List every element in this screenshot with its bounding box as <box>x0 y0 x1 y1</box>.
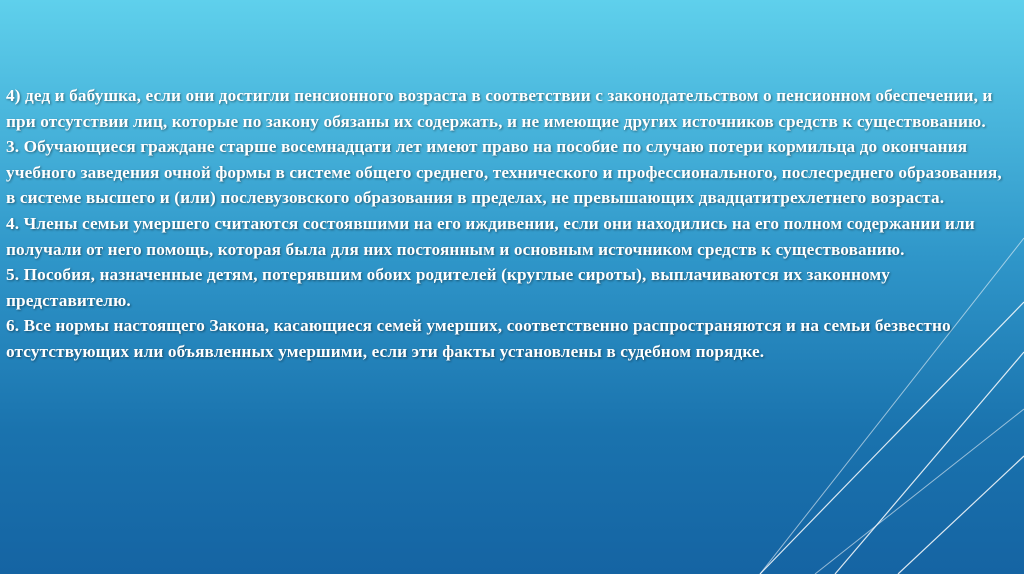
diagonal-line <box>898 456 1024 574</box>
paragraph: 5. Пособия, назначенные детям, потерявшим обоих родителей (круглые сироты), выплачиваются их законному представителю. <box>6 265 891 310</box>
paragraph: 4) дед и бабушка, если они достигли пенсионного возраста в соответствии с законодательством о пенсионном обеспечении, и при отсутствии лиц, которые по закону обязаны их содержать, и не имеющие других источников средств к существованию. <box>6 86 993 131</box>
paragraph: 4. Члены семьи умершего считаются состоявшими на его иждивении, если они находились на его полном содержании или получали от него помощь, которая была для них постоянным и основным источником средств к существованию. <box>6 213 975 259</box>
diagonal-line <box>835 352 1024 574</box>
paragraph: 6. Все нормы настоящего Закона, касающиеся семей умерших, соответственно распространяются и на семьи безвестно отсутствующих или объявленных умершими, если эти факты установлены в судебном порядке. <box>6 316 951 361</box>
slide-body-text <box>6 83 1006 365</box>
paragraph: 3. Обучающиеся граждане старше восемнадцати лет имеют право на пособие по случаю потери кормильца до окончания учебного заведения очной формы в системе общего среднего, технического и профессионального, послесреднего образования, в системе высшего и (или) послевузовского образования в пределах, не превышающих двадцатитрехлетнего возраста. <box>6 137 1002 208</box>
diagonal-line <box>815 409 1024 574</box>
